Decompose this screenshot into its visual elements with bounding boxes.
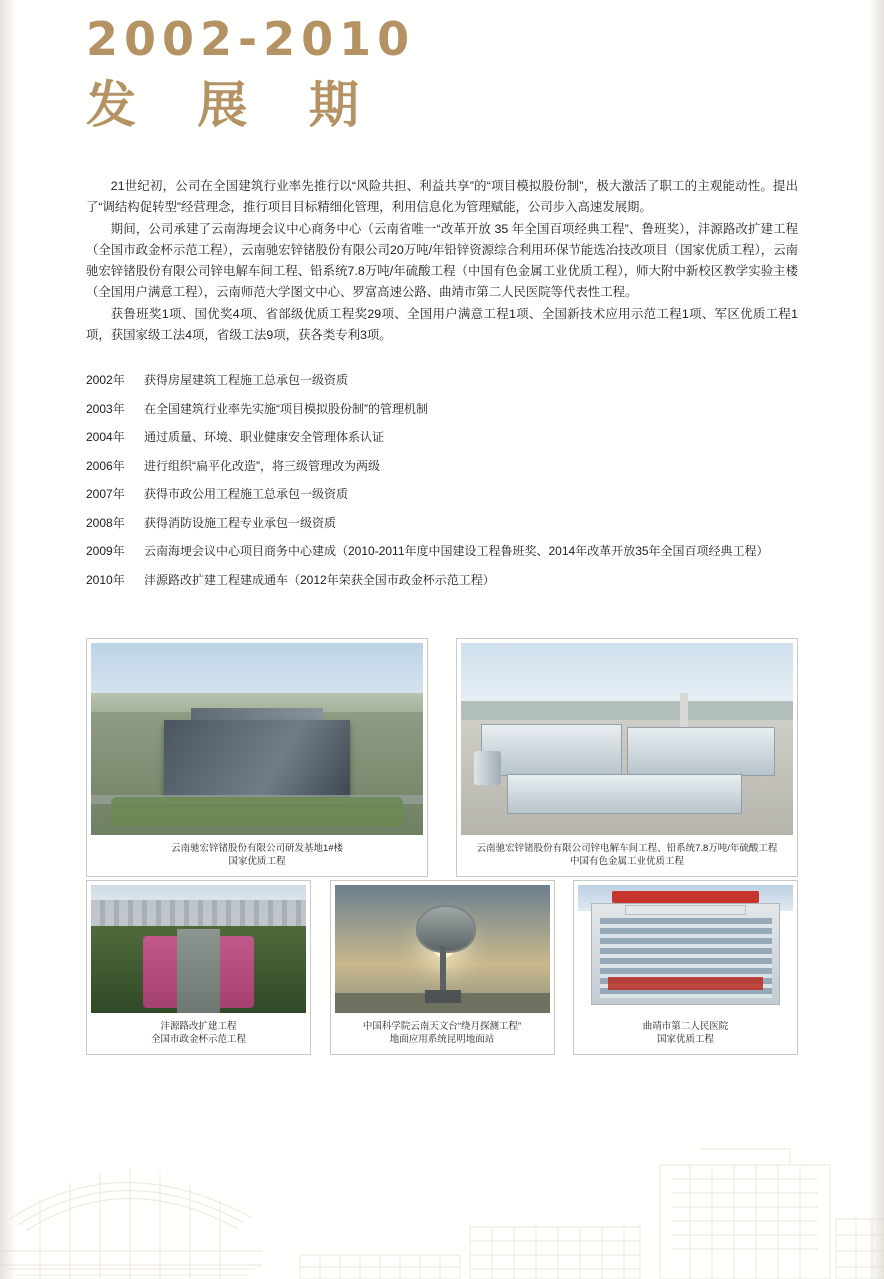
photo-card (86, 638, 428, 877)
photo-caption-line2: 国家优质工程 (228, 856, 286, 867)
timeline-description: 获得消防设施工程专业承包一级资质 (144, 515, 337, 530)
timeline-row (86, 486, 816, 502)
timeline-row (86, 401, 816, 417)
photo-caption (91, 1013, 306, 1054)
timeline-row (86, 515, 816, 531)
photo-caption-line1: 云南驰宏锌锗股份有限公司锌电解车间工程、铅系统7.8万吨/年硫酸工程 (476, 843, 778, 854)
timeline-row (86, 572, 816, 588)
photo-caption-line2: 全国市政金杯示范工程 (150, 1034, 246, 1045)
body-paragraph: 期间，公司承建了云南海埂会议中心商务中心（云南省唯一“改革开放 35 年全国百项经典工程”、鲁班奖），沣源路改扩建工程（全国市政金杯示范工程），云南驰宏锌锗股份有限公司20万吨/年铅锌资源综合利用环保节能选冶技改项目（国家优质工程），云南驰宏锌锗股份有限公司锌电解车间工程、铅系统7.8万吨/年硫酸工程（中国有色金属工业优质工程），师大附中新校区教学实验主楼（全国用户满意工程），云南师范大学图文中心、罗富高速公路、曲靖市第二人民医院等代表性工程。 (86, 222, 798, 299)
photo-row-1 (86, 638, 798, 877)
timeline-year: 2004年 (86, 430, 125, 444)
photo-card (86, 880, 311, 1055)
page-edge-shadow-left (0, 0, 16, 1279)
timeline-description: 云南海埂会议中心项目商务中心建成（2010-2011年度中国建设工程鲁班奖、2014年改革开放35年全国百项经典工程） (144, 544, 769, 558)
photo-card (456, 638, 798, 877)
photo-image-hospital (578, 885, 793, 1013)
timeline-description: 获得市政公用工程施工总承包一级资质 (144, 487, 349, 501)
photo-image-rd-base (91, 643, 423, 835)
timeline-list (86, 372, 816, 600)
timeline-description: 获得房屋建筑工程施工总承包一级资质 (144, 373, 349, 387)
body-text (86, 176, 798, 347)
photo-card (573, 880, 798, 1055)
timeline-description: 沣源路改扩建工程建成通车（2012年荣获全国市政金杯示范工程） (144, 572, 495, 587)
photo-caption-line1: 曲靖市第二人民医院 (642, 1021, 729, 1032)
timeline-description: 进行组织“扁平化改造”，将三级管理改为两级 (144, 458, 380, 473)
timeline-year: 2002年 (86, 373, 125, 387)
photo-caption-line1: 中国科学院云南天文台“绕月探测工程” (362, 1021, 522, 1032)
timeline-year: 2007年 (86, 487, 125, 501)
page-edge-shadow-right (868, 0, 884, 1279)
photo-caption (335, 1013, 550, 1054)
timeline-year: 2008年 (86, 515, 125, 530)
page-heading (86, 14, 415, 134)
architecture-watermark (0, 1069, 884, 1279)
year-range-title: 2002-2010 (86, 12, 416, 66)
photo-image-radio-telescope (335, 885, 550, 1013)
timeline-description: 在全国建筑行业率先实施“项目模拟股份制”的管理机制 (144, 401, 428, 416)
photo-caption-line2: 地面应用系统昆明地面站 (389, 1034, 495, 1045)
phase-title: 发 展 期 (86, 75, 381, 134)
photo-image-zinc-plant (461, 643, 793, 835)
timeline-year: 2009年 (86, 544, 125, 558)
photo-caption (461, 835, 793, 876)
timeline-row (86, 543, 816, 559)
timeline-year: 2010年 (86, 572, 125, 587)
photo-image-boulevard (91, 885, 306, 1013)
body-paragraph: 获鲁班奖1项、国优奖4项、省部级优质工程奖29项、全国用户满意工程1项、全国新技术应用示范工程1项、军区优质工程1项，获国家级工法4项，省级工法9项，获各类专利3项。 (86, 307, 798, 342)
photo-caption-line2: 中国有色金属工业优质工程 (569, 856, 684, 867)
timeline-year: 2006年 (86, 458, 125, 473)
photo-caption-line1: 云南驰宏锌锗股份有限公司研发基地1#楼 (170, 843, 344, 854)
photo-caption (578, 1013, 793, 1054)
timeline-row (86, 429, 816, 445)
photo-row-2 (86, 880, 798, 1055)
timeline-row (86, 372, 816, 388)
photo-caption-line2: 国家优质工程 (656, 1034, 714, 1045)
timeline-row (86, 458, 816, 474)
timeline-year: 2003年 (86, 401, 125, 416)
photo-caption (91, 835, 423, 876)
photo-caption-line1: 沣源路改扩建工程 (160, 1021, 237, 1032)
body-paragraph: 21世纪初，公司在全国建筑行业率先推行以“风险共担、利益共享”的“项目模拟股份制”，极大激活了职工的主观能动性。提出了“调结构促转型”经营理念，推行项目目标精细化管理，利用信息化为管理赋能，公司步入高速发展期。 (86, 179, 798, 214)
photo-card (330, 880, 555, 1055)
timeline-description: 通过质量、环境、职业健康安全管理体系认证 (144, 430, 385, 444)
